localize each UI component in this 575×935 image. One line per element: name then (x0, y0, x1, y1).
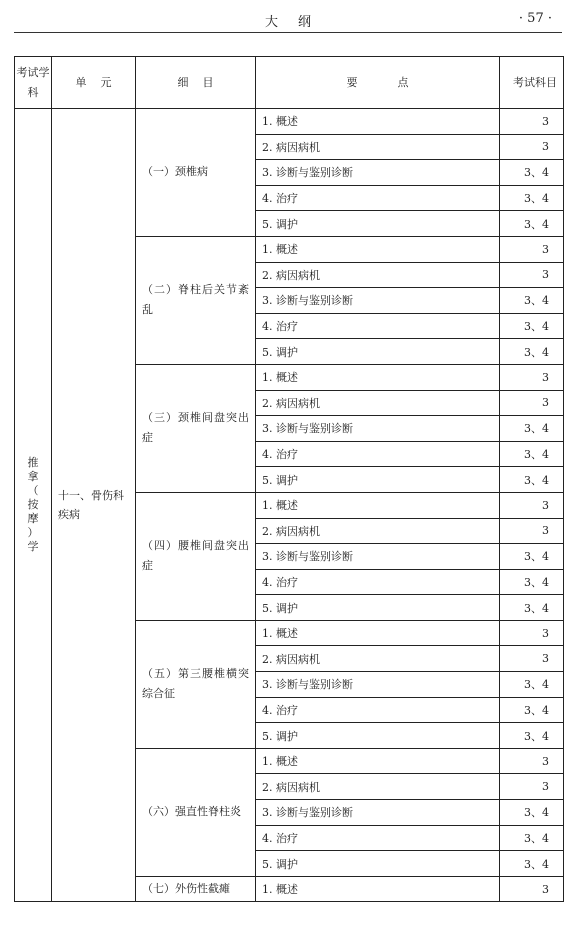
category-cell: 3、4 (500, 723, 564, 749)
point-cell: 4. 治疗 (256, 825, 500, 851)
point-cell: 1. 概述 (256, 364, 500, 390)
point-cell: 3. 诊断与鉴别诊断 (256, 160, 500, 186)
category-cell: 3、4 (500, 185, 564, 211)
category-cell: 3 (500, 492, 564, 518)
category-cell: 3、4 (500, 672, 564, 698)
category-cell: 3 (500, 109, 564, 135)
category-cell: 3 (500, 134, 564, 160)
category-cell: 3、4 (500, 288, 564, 314)
category-cell: 3 (500, 748, 564, 774)
category-cell: 3 (500, 390, 564, 416)
category-cell: 3 (500, 774, 564, 800)
point-cell: 3. 诊断与鉴别诊断 (256, 800, 500, 826)
point-cell: 1. 概述 (256, 236, 500, 262)
point-cell: 2. 病因病机 (256, 646, 500, 672)
point-cell: 4. 治疗 (256, 313, 500, 339)
item-cell: （一）颈椎病 (136, 109, 256, 237)
point-cell: 4. 治疗 (256, 569, 500, 595)
category-cell: 3、4 (500, 569, 564, 595)
point-cell: 5. 调护 (256, 339, 500, 365)
category-cell: 3、4 (500, 851, 564, 877)
point-cell: 2. 病因病机 (256, 262, 500, 288)
point-cell: 3. 诊断与鉴别诊断 (256, 672, 500, 698)
point-cell: 3. 诊断与鉴别诊断 (256, 544, 500, 570)
category-cell: 3 (500, 236, 564, 262)
subject-cell (15, 109, 52, 902)
category-cell: 3、4 (500, 441, 564, 467)
point-cell: 5. 调护 (256, 467, 500, 493)
category-cell: 3、4 (500, 595, 564, 621)
item-cell: （二）脊柱后关节紊乱 (136, 236, 256, 364)
category-cell: 3、4 (500, 800, 564, 826)
point-cell: 4. 治疗 (256, 697, 500, 723)
point-cell: 5. 调护 (256, 595, 500, 621)
point-cell: 2. 病因病机 (256, 774, 500, 800)
point-cell: 4. 治疗 (256, 441, 500, 467)
point-cell: 5. 调护 (256, 851, 500, 877)
category-cell: 3、4 (500, 160, 564, 186)
item-cell: （七）外伤性截瘫 (136, 876, 256, 902)
category-cell: 3 (500, 620, 564, 646)
point-cell: 3. 诊断与鉴别诊断 (256, 416, 500, 442)
category-cell: 3、4 (500, 313, 564, 339)
category-cell: 3、4 (500, 697, 564, 723)
category-cell: 3、4 (500, 211, 564, 237)
point-cell: 2. 病因病机 (256, 390, 500, 416)
header-points: 要点 (256, 57, 500, 109)
category-cell: 3、4 (500, 416, 564, 442)
point-cell: 1. 概述 (256, 109, 500, 135)
item-cell: （五）第三腰椎横突综合征 (136, 620, 256, 748)
point-cell: 3. 诊断与鉴别诊断 (256, 288, 500, 314)
category-cell: 3 (500, 518, 564, 544)
header-category: 考试科目 (500, 57, 564, 109)
category-cell: 3、4 (500, 339, 564, 365)
subject-text: 推拿（按摩）学 (27, 456, 39, 554)
page-header (14, 8, 562, 33)
item-cell: （四）腰椎间盘突出症 (136, 492, 256, 620)
header-item: 细目 (136, 57, 256, 109)
point-cell: 5. 调护 (256, 211, 500, 237)
header-unit: 单元 (52, 57, 136, 109)
point-cell: 4. 治疗 (256, 185, 500, 211)
point-cell: 1. 概述 (256, 620, 500, 646)
point-cell: 1. 概述 (256, 876, 500, 902)
unit-cell: 十一、骨伤科疾病 (52, 109, 136, 902)
table-row (15, 109, 564, 135)
syllabus-table (14, 56, 564, 902)
point-cell: 2. 病因病机 (256, 518, 500, 544)
point-cell: 2. 病因病机 (256, 134, 500, 160)
category-cell: 3、4 (500, 544, 564, 570)
page-number: · 57 · (518, 11, 552, 26)
item-cell: （三）颈椎间盘突出症 (136, 364, 256, 492)
point-cell: 5. 调护 (256, 723, 500, 749)
category-cell: 3、4 (500, 825, 564, 851)
category-cell: 3 (500, 364, 564, 390)
category-cell: 3 (500, 646, 564, 672)
header-subject: 考试学科 (15, 57, 52, 109)
item-cell: （六）强直性脊柱炎 (136, 748, 256, 876)
category-cell: 3 (500, 262, 564, 288)
point-cell: 1. 概述 (256, 748, 500, 774)
point-cell: 1. 概述 (256, 492, 500, 518)
table-header-row (15, 57, 564, 109)
category-cell: 3 (500, 876, 564, 902)
category-cell: 3、4 (500, 467, 564, 493)
page-title: 大纲 (264, 15, 331, 30)
